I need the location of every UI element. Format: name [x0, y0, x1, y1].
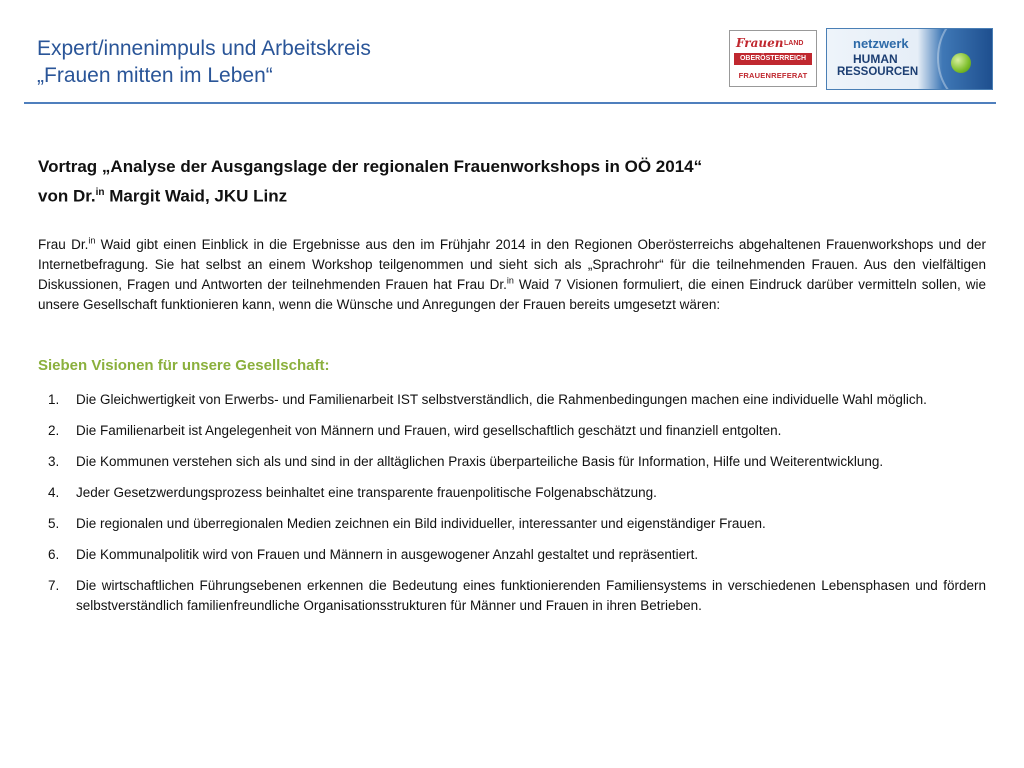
frauenland-logo-land: LAND	[784, 40, 804, 47]
list-item-text: Die regionalen und überregionalen Medien zeichnen ein Bild individueller, interessanter und eigenständiger Frauen.	[76, 516, 766, 531]
intro-part2: Waid gibt einen Einblick in die Ergebnisse aus den im Frühjahr 2014 in den Regionen Oberösterreichs abgehaltenen Frauenworkshops und der Internetbefragung. Sie hat selbst an einem Workshop teilgenommen und sieht sich als „Sprachrohr“ für die teilnehmenden Frauen. Aus den vielfältigen Diskussionen, Fragen und Antworten der teilnehmenden Frauen hat Frau Dr.	[38, 237, 986, 292]
list-item	[38, 452, 986, 472]
frauenland-logo-region: OBERÖSTERREICH	[734, 53, 812, 65]
netzwerk-logo-line2: HUMAN	[853, 52, 898, 66]
list-item-text: Die Familienarbeit ist Angelegenheit von Männern und Frauen, wird gesellschaftlich geschätzt und finanziell entgolten.	[76, 423, 782, 438]
netzwerk-human-ressourcen-logo	[826, 28, 993, 90]
list-item-number: 5.	[48, 516, 60, 531]
list-item-number: 7.	[48, 578, 60, 593]
list-item-number: 2.	[48, 423, 60, 438]
intro-sup1: in	[88, 235, 96, 246]
talk-speaker-rest: Margit Waid, JKU Linz	[104, 186, 288, 206]
header-divider	[24, 102, 996, 104]
talk-headline	[38, 154, 978, 210]
slide-title-line1: Expert/innenimpuls und Arbeitskreis	[37, 37, 371, 60]
list-item-text: Die Kommunen verstehen sich als und sind in der alltäglichen Praxis überparteiliche Basis für Information, Hilfe und Weiterentwicklung.	[76, 454, 884, 469]
list-item	[38, 514, 986, 534]
intro-part1: Frau Dr.	[38, 237, 89, 252]
intro-part3: Waid 7 Visionen formuliert, die einen Eindruck darüber vermitteln sollen, wie unsere Gesellschaft funktionieren kann, wenn die Wünsche und Anregungen der Frauen bereits umgesetzt wären:	[38, 277, 986, 312]
frauenland-logo-brand: Frauen	[736, 36, 784, 50]
list-item-number: 1.	[48, 392, 60, 407]
list-item-number: 4.	[48, 485, 60, 500]
green-ball-icon	[951, 53, 971, 73]
netzwerk-logo-line3: RESSOURCEN	[837, 66, 919, 78]
section-title: Sieben Visionen für unsere Gesellschaft:	[38, 357, 330, 374]
list-item	[38, 545, 986, 565]
list-item	[38, 421, 986, 441]
frauenland-logo-department: FRAUENREFERAT	[738, 71, 808, 80]
list-item	[38, 390, 986, 410]
talk-speaker-prefix: von Dr.	[38, 186, 96, 206]
list-item-text: Jeder Gesetzwerdungsprozess beinhaltet eine transparente frauenpolitische Folgenabschätzung.	[76, 485, 657, 500]
visions-list	[38, 390, 986, 627]
list-item-text: Die wirtschaftlichen Führungsebenen erkennen die Bedeutung eines funktionierenden Familiensystems in verschiedenen Lebensphasen und fördern selbstverständlich familienfreundliche Organisationsstrukturen für Männer und Frauen in ihren Betrieben.	[76, 578, 986, 613]
talk-speaker	[38, 180, 978, 210]
slide-title-line2: „Frauen mitten im Leben“	[37, 64, 273, 87]
list-item	[38, 483, 986, 503]
talk-speaker-sup: in	[95, 187, 105, 198]
list-item-number: 3.	[48, 454, 60, 469]
list-item-text: Die Kommunalpolitik wird von Frauen und Männern in ausgewogener Anzahl gestaltet und repräsentiert.	[76, 547, 699, 562]
talk-title: Vortrag „Analyse der Ausgangslage der regionalen Frauenworkshops in OÖ 2014“	[38, 157, 703, 176]
intro-paragraph	[38, 235, 986, 315]
netzwerk-logo-line1: netzwerk	[853, 36, 909, 51]
list-item-number: 6.	[48, 547, 60, 562]
list-item	[38, 576, 986, 616]
list-item-text: Die Gleichwertigkeit von Erwerbs- und Familienarbeit IST selbstverständlich, die Rahmenbedingungen machen eine individuelle Wahl möglich.	[76, 392, 927, 407]
intro-sup2: in	[506, 275, 514, 286]
slide-title	[37, 35, 371, 89]
frauenland-logo	[729, 30, 817, 87]
